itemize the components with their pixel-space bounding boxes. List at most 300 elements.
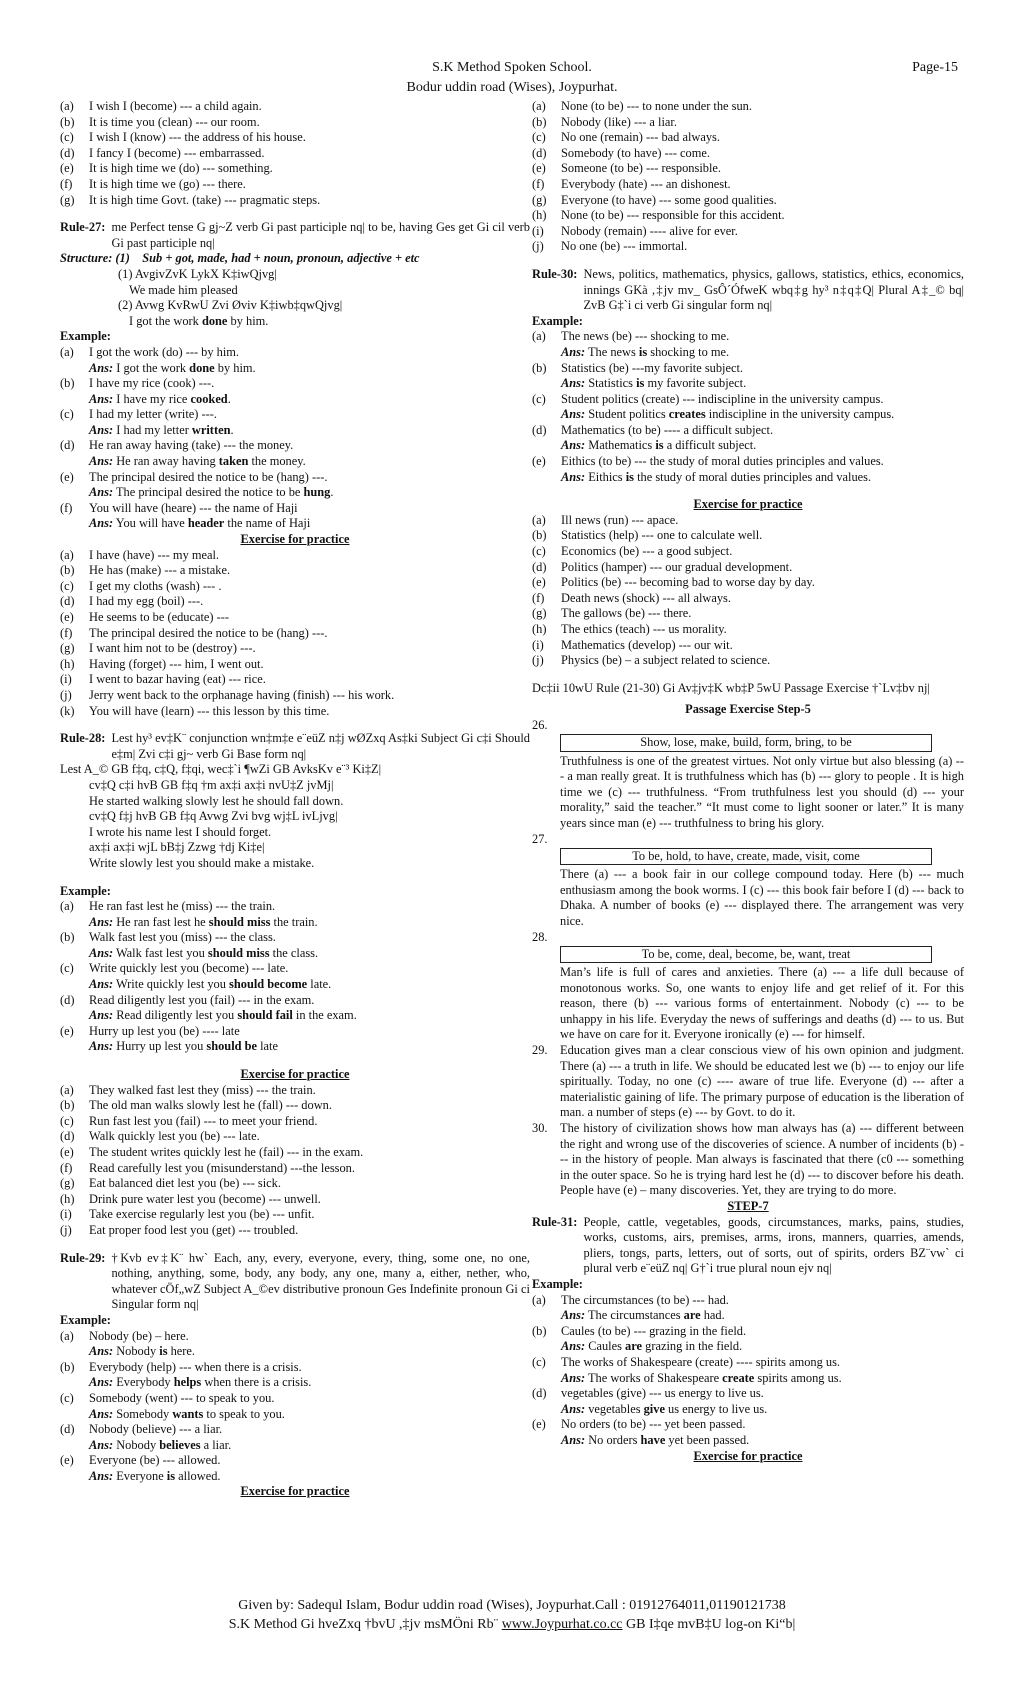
example-answer: [60, 977, 530, 993]
item-key: (c): [60, 1390, 74, 1405]
passage-number: 26.: [532, 717, 548, 732]
example-answer: [532, 1308, 964, 1324]
exercise-heading: Exercise for practice: [240, 1484, 350, 1499]
item-text: None (to be) --- to none under the sun.: [561, 99, 752, 113]
right-column: [532, 99, 964, 1464]
answer-label: Ans:: [561, 1370, 586, 1385]
answer-label: Ans:: [89, 1406, 114, 1421]
item-key: (d): [60, 1129, 75, 1144]
list-item: [532, 115, 964, 131]
answer-pre: Everybody: [116, 1375, 174, 1390]
example-item: [532, 1386, 964, 1402]
exercise-heading: Exercise for practice: [693, 1448, 803, 1463]
exercise-heading: Exercise for practice: [240, 1067, 350, 1082]
answer-key-word: are: [625, 1339, 643, 1354]
example-answer: [60, 1438, 530, 1454]
item-key: (d): [60, 992, 75, 1007]
item-key: (a): [532, 329, 546, 344]
item-text: Politics (hamper) --- our gradual development.: [561, 559, 793, 574]
rule-key: Rule-29:: [60, 1250, 106, 1265]
list-item: [60, 563, 530, 579]
answer-key-word: should be: [206, 1039, 258, 1054]
answer-key-word: cooked: [190, 391, 228, 406]
item-key: (a): [532, 1292, 546, 1307]
list-item: [60, 1207, 530, 1223]
list-item: [60, 548, 530, 564]
passage-text: Truthfulness is one of the greatest virtues. Not only virtue but also blessing (a) --- a man really great. It is truthfulness which has (b) --- glory to people . It is high time we (c) --- truthfulness. “From truthfulness lest you should (d) --- your morality,” said the teacher.” “It must come to light sooner or later.” It is many years since man (e) --- truthfulness to bring his glory.: [560, 753, 964, 830]
list-item: [60, 1083, 530, 1099]
passages: [532, 718, 964, 1199]
list-item: [60, 1114, 530, 1130]
example-answer: [60, 1375, 530, 1391]
rule-key: Rule-27:: [60, 220, 106, 235]
item-key: (e): [60, 1145, 74, 1159]
item-key: (d): [532, 422, 547, 437]
answer-pre: Everyone: [116, 1468, 167, 1483]
item-text: Drink pure water lest you (become) --- unwell.: [89, 1191, 321, 1206]
word-box: To be, come, deal, become, be, want, treat: [560, 946, 932, 964]
item-key: (c): [60, 1113, 74, 1128]
item-key: (c): [532, 1354, 546, 1369]
list-item: [60, 626, 530, 642]
example-item: [532, 454, 964, 470]
item-key: (d): [532, 1386, 547, 1401]
example-label: Example:: [60, 329, 111, 344]
example-question: vegetables (give) --- us energy to live us.: [561, 1386, 764, 1401]
answer-pre: Write quickly lest you: [115, 977, 230, 992]
answer-pre: The news: [587, 344, 639, 359]
item-text: I wish I (become) --- a child again.: [89, 99, 262, 113]
item-key: (c): [532, 544, 546, 559]
answer-pre: I had my letter: [116, 422, 192, 437]
structure-line-3: (2) Avwg KvRwU Zvi Øviv K‡iwb‡qwQjvg|: [118, 298, 343, 313]
list-item: [60, 672, 530, 688]
item-text: Everybody (hate) --- an dishonest.: [561, 176, 731, 191]
answer-pre: Read diligently lest you: [116, 1008, 238, 1023]
item-key: (e): [532, 161, 546, 176]
item-text: Walk quickly lest you (be) --- late.: [89, 1129, 260, 1144]
example-item: [532, 1417, 964, 1433]
structure-line-1: (1) AvgivZvK LykX K‡iwQjvg|: [118, 266, 277, 281]
example-question: Mathematics (to be) ---- a difficult subject.: [561, 422, 774, 437]
answer-key-word: header: [187, 516, 225, 531]
item-text: Eat balanced diet lest you (be) --- sick.: [89, 1176, 281, 1191]
rule-text: News, politics, mathematics, physics, gallows, statistics, ethics, economics, innings GKà ,‡jv mv_ GsÔ´ÓfweK wbq‡g hy³ n‡q‡Q| Plural A‡_© bq| ZvB G‡`i ci verb Gi singular form nq|: [583, 266, 964, 313]
item-key: (j): [532, 239, 544, 254]
answer-label: Ans:: [89, 485, 114, 500]
item-key: (c): [60, 578, 74, 593]
list-item: [60, 1176, 530, 1192]
item-key: (b): [60, 114, 75, 129]
passage-title: Passage Exercise Step-5: [685, 702, 811, 717]
example-answer: [532, 1371, 964, 1387]
answer-pre: The works of Shakespeare: [587, 1370, 723, 1385]
answer-post: us energy to live us.: [664, 1401, 768, 1416]
example-answer: [60, 361, 530, 377]
answer-label: Ans:: [89, 454, 114, 469]
item-key: (f): [60, 500, 73, 515]
rule-30: [532, 267, 964, 314]
answer-label: Ans:: [561, 469, 586, 484]
rule28-line-6: ax‡i ax‡i wjL bB‡j Zzwg †dj Ki‡e|: [89, 840, 265, 855]
answer-label: Ans:: [89, 1008, 114, 1023]
answer-post: a liar.: [200, 1437, 232, 1452]
example-item: [60, 930, 530, 946]
item-key: (e): [532, 575, 546, 590]
answer-key-word: should miss: [207, 945, 270, 960]
answer-pre: Walk fast lest you: [115, 945, 208, 960]
item-key: (e): [60, 610, 74, 624]
answer-post: late: [257, 1039, 278, 1054]
item-key: (f): [532, 176, 545, 191]
passage-body: [560, 930, 964, 1044]
item-key: (d): [60, 145, 75, 160]
answer-key-word: should miss: [208, 914, 271, 929]
item-key: (k): [60, 703, 75, 718]
item-key: (i): [532, 637, 544, 652]
answer-label: Ans:: [89, 1039, 114, 1054]
item-key: (d): [60, 594, 75, 609]
answer-key-word: is: [159, 1344, 168, 1359]
exercise-heading: Exercise for practice: [240, 532, 350, 547]
item-text: The student writes quickly lest he (fail) --- in the exam.: [89, 1145, 364, 1159]
example-answer: [532, 1433, 964, 1449]
example-question: Somebody (went) --- to speak to you.: [89, 1390, 275, 1405]
answer-key-word: taken: [218, 454, 249, 469]
item-text: He seems to be (educate) ---: [89, 610, 230, 624]
example-answer: [60, 946, 530, 962]
answer-pre: He ran away having: [116, 454, 219, 469]
item-key: (e): [60, 161, 74, 176]
item-text: The old man walks slowly lest he (fall) --- down.: [89, 1098, 332, 1113]
answer-key-word: is: [166, 1468, 176, 1483]
example-question: Nobody (believe) --- a liar.: [89, 1422, 223, 1437]
answer-key-word: create: [722, 1370, 755, 1385]
list-item: [532, 224, 964, 240]
item-key: (j): [532, 653, 544, 668]
list-item: [60, 579, 530, 595]
answer-pre: You will have: [115, 516, 188, 531]
example-answer: [60, 1469, 530, 1485]
example-question: Caules (to be) --- grazing in the field.: [561, 1323, 747, 1338]
page-title: S.K Method Spoken School.: [432, 60, 592, 75]
example-item: [60, 1360, 530, 1376]
example-item: [60, 961, 530, 977]
answer-key-word: creates: [668, 407, 706, 422]
answer-pre: I have my rice: [116, 391, 191, 406]
structure-line-4: I got the work done by him.: [129, 313, 269, 328]
item-text: Jerry went back to the orphanage having (finish) --- his work.: [89, 687, 395, 702]
example-item: [60, 376, 530, 392]
item-text: Somebody (to have) --- come.: [561, 145, 710, 160]
example-answer: [60, 1039, 530, 1055]
passage-text: The history of civilization shows how man always has (a) --- different between the right and wrong use of the discoveries of science. A number of incidents (b) --- in the history of people. Man always is fascinated that there (c0 --- something in the outer space. So he is trying hard lest he (d) --- to discover before his death. People have (e) – many discoveries. Yet, they are trying to do more.: [560, 1121, 964, 1198]
answer-key-word: are: [683, 1308, 701, 1323]
list-item: [532, 161, 964, 177]
list-item: [60, 1098, 530, 1114]
example-item: [60, 1422, 530, 1438]
passage: [532, 930, 964, 1044]
example-answer: [60, 392, 530, 408]
item-text: Mathematics (develop) --- our wit.: [561, 637, 733, 652]
answer-key-word: is: [636, 376, 645, 391]
item-key: (d): [532, 559, 547, 574]
example-answer: [60, 516, 530, 532]
list-item: [60, 1145, 530, 1161]
example-label: Example:: [532, 1276, 583, 1291]
item-text: I have (have) --- my meal.: [89, 547, 220, 562]
list-item: [60, 161, 530, 177]
exercise-heading: Exercise for practice: [693, 497, 803, 512]
passage-body: [560, 718, 964, 832]
item-key: (f): [60, 1160, 73, 1175]
example-item: [532, 361, 964, 377]
example-item: [60, 993, 530, 1009]
item-key: (a): [60, 1328, 74, 1343]
item-text: The principal desired the notice to be (hang) ---.: [89, 625, 328, 640]
rule-text: †Kvb ev‡K¨ hw` Each, any, every, everyone, every, thing, some one, no one, nothing, anything, some, body, any body, any one, many a, either, nether, who, whatever cÖf„wZ Subject A_©ev distributive pronoun Ges Indefinite pronoun Gi ci Singular form nq|: [111, 1250, 530, 1312]
answer-label: Ans:: [89, 1375, 114, 1390]
answer-post: indiscipline in the university campus.: [705, 407, 895, 422]
example-question: I have my rice (cook) ---.: [89, 376, 215, 391]
example-answer: [60, 454, 530, 470]
example-item: [532, 392, 964, 408]
answer-key-word: believes: [159, 1437, 201, 1452]
item-key: (f): [60, 625, 73, 640]
item-key: (b): [60, 1359, 75, 1374]
item-key: (f): [60, 176, 73, 191]
rule27-examples: [60, 345, 530, 532]
item-text: It is high time we (go) --- there.: [89, 176, 246, 191]
passage-text: Man’s life is full of cares and anxieties. There (a) --- a life dull because of monotonous works. So, one wants to enjoy life and get relief of it. For this reason, there (b) --- various forms of entertainment. Nobody (c) --- to be unhappy in his life. Everyday the news of sufferings and deaths (d) --- to us. But we have on care for it. Everyone ironically (e) --- for himself.: [560, 965, 964, 1042]
rule-27: [60, 220, 530, 251]
rule28-line-1: Lest A_© GB f‡q, c‡Q, f‡qi, wec‡`i ¶wZi GB AvksKv e¨³ Ki‡Z|: [60, 762, 382, 777]
item-key: (a): [60, 1082, 74, 1097]
answer-label: Ans:: [89, 914, 114, 929]
item-key: (h): [532, 208, 547, 223]
answer-pre: Nobody: [116, 1437, 160, 1452]
example-question: You will have (heare) --- the name of Haji: [89, 500, 298, 515]
item-key: (b): [532, 114, 547, 129]
answer-pre: Somebody: [116, 1406, 173, 1421]
item-key: (b): [60, 1098, 75, 1113]
example-item: [60, 501, 530, 517]
answer-pre: Eithics: [588, 469, 626, 484]
item-key: (b): [532, 360, 547, 375]
structure-text: Sub + got, made, had + noun, pronoun, adjective + etc: [142, 251, 420, 266]
answer-post: late.: [307, 977, 332, 992]
passage-note: Dc‡ii 10wU Rule (21-30) Gi Av‡jv‡K wb‡P 5wU Passage Exercise †`Lv‡bv nj|: [532, 680, 930, 695]
item-key: (a): [532, 99, 546, 113]
answer-label: Ans:: [89, 516, 114, 531]
item-text: Read carefully lest you (misunderstand) ---the lesson.: [89, 1160, 355, 1175]
example-question: Everyone (be) --- allowed.: [89, 1453, 221, 1468]
answer-label: Ans:: [561, 1401, 586, 1416]
item-key: (h): [532, 622, 547, 636]
example-question: The works of Shakespeare (create) ---- spirits among us.: [561, 1354, 841, 1369]
passage-body: [560, 832, 964, 930]
rule28-line-2: cv‡Q c‡i hvB GB f‡q †m ax‡i ax‡i nvU‡Z jvMj|: [89, 777, 334, 792]
rule28-line-3: He started walking slowly lest he should fall down.: [89, 793, 344, 808]
item-text: The gallows (be) --- there.: [561, 606, 692, 621]
item-key: (f): [532, 590, 545, 605]
item-key: (i): [60, 672, 72, 687]
example-question: Write quickly lest you (become) --- late.: [89, 961, 289, 976]
item-text: No one (be) --- immortal.: [561, 239, 688, 254]
example-item: [532, 1324, 964, 1340]
example-item: [60, 470, 530, 486]
rule-text: me Perfect tense G gj~Z verb Gi past participle nq| to be, having Ges get Gi cil verb Gi past participle nq|: [111, 220, 530, 250]
answer-pre: Nobody: [116, 1344, 160, 1359]
answer-label: Ans:: [89, 1468, 114, 1483]
example-item: [60, 438, 530, 454]
passage: [532, 832, 964, 930]
list-item: [60, 130, 530, 146]
answer-key-word: is: [625, 469, 634, 484]
list-item: [532, 177, 964, 193]
list-item: [532, 208, 964, 224]
answer-post: the study of moral duties principles and values.: [634, 469, 872, 484]
passage-number: 28.: [532, 929, 548, 944]
item-key: (e): [532, 1417, 546, 1432]
item-key: (g): [60, 641, 75, 656]
answer-key-word: give: [643, 1401, 665, 1416]
answer-post: the name of Haji: [224, 516, 311, 531]
example-item: [60, 1391, 530, 1407]
list-item: [60, 641, 530, 657]
item-key: (b): [532, 528, 547, 543]
school-address: Bodur uddin road (Wises), Joypurhat.: [406, 80, 618, 95]
example-answer: [532, 407, 964, 423]
item-key: (a): [60, 899, 74, 914]
passage-number: 27.: [532, 831, 548, 846]
example-question: No orders (to be) --- yet been passed.: [561, 1417, 746, 1432]
answer-key-word: written: [191, 422, 231, 437]
list-item: [60, 1192, 530, 1208]
rule29-examples: [60, 1329, 530, 1485]
website-link[interactable]: www.Joypurhat.co.cc: [501, 1617, 623, 1632]
answer-key-word: helps: [173, 1375, 202, 1390]
rule-text: People, cattle, vegetables, goods, circumstances, marks, pains, studies, works, customs, airs, premises, arms, irons, manners, quarries, amends, pliers, tongs, parts, letters, out of sorts, out of spirits, orders BZ¨vw` ci plural verb e¨eüZ nq| G†`i true plural noun ejv nq|: [583, 1214, 964, 1276]
rule-text: Lest hy³ ev‡K¨ conjunction wn‡m‡e e¨eüZ n‡j wØZxq As‡ki Subject Gi c‡i Should e‡m| Zvi c‡i gj~ verb Gi Base form nq|: [111, 731, 530, 761]
answer-post: .: [227, 391, 231, 406]
item-text: Nobody (remain) ---- alive for ever.: [561, 223, 738, 238]
list-item: [532, 193, 964, 209]
example-question: The principal desired the notice to be (hang) ---.: [89, 469, 328, 484]
answer-label: Ans:: [561, 1432, 586, 1447]
structure-label: Structure: (1): [60, 251, 130, 266]
rule28-line-4: cv‡Q f‡j hvB GB f‡q Avwg Zvi bvg wj‡L ivLjvg|: [89, 809, 338, 824]
answer-label: Ans:: [89, 1344, 114, 1359]
item-text: Having (forget) --- him, I went out.: [89, 656, 264, 671]
item-key: (h): [60, 656, 75, 671]
page-number: Page-15: [912, 60, 958, 75]
rule28-exercise: [60, 1083, 530, 1239]
list-item: [532, 638, 964, 654]
example-question: Nobody (be) – here.: [89, 1328, 189, 1343]
example-answer: [532, 345, 964, 361]
example-answer: [60, 423, 530, 439]
answer-post: in the exam.: [292, 1008, 357, 1023]
answer-key-word: should fail: [237, 1008, 293, 1023]
intro-list: [60, 99, 530, 208]
example-question: Eithics (to be) --- the study of moral duties principles and values.: [561, 454, 884, 469]
answer-pre: Hurry up lest you: [116, 1039, 207, 1054]
example-answer: [532, 1339, 964, 1355]
answer-post: when there is a crisis.: [201, 1375, 312, 1390]
rule29-exercise: [532, 99, 964, 255]
example-item: [60, 899, 530, 915]
list-item: [532, 653, 964, 669]
answer-post: the class.: [269, 945, 319, 960]
item-key: (e): [532, 454, 546, 469]
answer-label: Ans:: [561, 407, 586, 422]
answer-pre: vegetables: [588, 1401, 644, 1416]
rule28-line-7: Write slowly lest you should make a mistake.: [89, 855, 315, 870]
passage-body: [560, 1121, 964, 1199]
list-item: [532, 130, 964, 146]
item-key: (d): [532, 145, 547, 160]
item-text: They walked fast lest they (miss) --- the train.: [89, 1082, 316, 1097]
list-item: [532, 513, 964, 529]
item-text: I went to bazar having (eat) --- rice.: [89, 672, 266, 687]
answer-label: Ans:: [89, 977, 114, 992]
example-item: [60, 1453, 530, 1469]
answer-label: Ans:: [89, 422, 114, 437]
example-question: Everybody (help) --- when there is a crisis.: [89, 1359, 302, 1374]
item-key: (g): [532, 606, 547, 621]
item-key: (c): [60, 961, 74, 976]
list-item: [60, 1161, 530, 1177]
step-heading: STEP-7: [727, 1199, 769, 1213]
item-text: Statistics (help) --- one to calculate well.: [561, 528, 763, 543]
item-key: (c): [60, 407, 74, 422]
item-text: It is high time we (do) --- something.: [89, 161, 273, 176]
answer-pre: The circumstances: [587, 1308, 684, 1323]
answer-label: Ans:: [89, 1437, 114, 1452]
item-text: The ethics (teach) --- us morality.: [561, 622, 727, 636]
item-text: I get my cloths (wash) --- .: [89, 578, 222, 593]
example-item: [532, 1293, 964, 1309]
answer-post: spirits among us.: [754, 1370, 842, 1385]
rule-key: Rule-30:: [532, 266, 578, 281]
answer-post: to speak to you.: [203, 1406, 285, 1421]
example-answer: [60, 1407, 530, 1423]
item-text: I wish I (know) --- the address of his house.: [89, 130, 306, 145]
example-item: [60, 1329, 530, 1345]
list-item: [532, 622, 964, 638]
answer-key-word: hung: [303, 485, 331, 500]
list-item: [532, 575, 964, 591]
answer-label: Ans:: [561, 344, 586, 359]
item-text: I fancy I (become) --- embarrassed.: [89, 145, 265, 160]
answer-post: yet been passed.: [665, 1432, 750, 1447]
list-item: [532, 239, 964, 255]
list-item: [532, 591, 964, 607]
item-text: Physics (be) – a subject related to science.: [561, 653, 771, 668]
footer-line-2: S.K Method Gi hveZxq †bvU ,‡jv msMÖni Rb¨ www.Joypurhat.co.cc GB I‡qe mvB‡U log-on Ki“b|: [228, 1617, 796, 1632]
item-key: (e): [60, 1453, 74, 1468]
list-item: [532, 606, 964, 622]
answer-post: here.: [167, 1344, 196, 1359]
rule31-examples: [532, 1293, 964, 1449]
item-key: (d): [60, 1422, 75, 1437]
item-key: (j): [60, 687, 72, 702]
item-text: I had my egg (boil) ---.: [89, 594, 204, 609]
item-key: (i): [60, 1207, 72, 1222]
item-text: Politics (be) --- becoming bad to worse day by day.: [561, 575, 815, 590]
example-question: I got the work (do) --- by him.: [89, 344, 240, 359]
